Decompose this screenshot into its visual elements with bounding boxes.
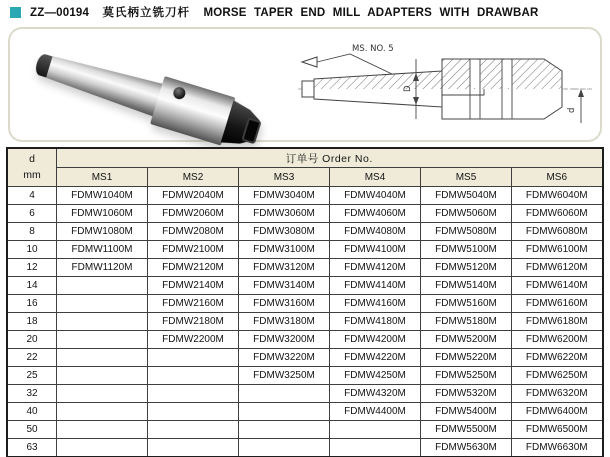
order-no-cell: FDMW5100M <box>421 241 512 259</box>
d-value-cell: 20 <box>7 331 57 349</box>
taper-number-label: MS. NO. 5 <box>352 44 394 54</box>
order-no-cell: FDMW5400M <box>421 403 512 421</box>
d-value-cell: 16 <box>7 295 57 313</box>
order-no-cell: FDMW5180M <box>421 313 512 331</box>
order-no-cell <box>57 277 148 295</box>
order-no-cell: FDMW4220M <box>330 349 421 367</box>
order-no-cell <box>57 295 148 313</box>
order-no-cell: FDMW3250M <box>239 367 330 385</box>
d-value-cell: 18 <box>7 313 57 331</box>
order-no-cell: FDMW6160M <box>512 295 603 313</box>
table-row <box>7 349 603 367</box>
order-no-cell: FDMW4060M <box>330 205 421 223</box>
order-no-cell: FDMW6100M <box>512 241 603 259</box>
order-no-cell <box>148 385 239 403</box>
order-no-cell: FDMW2120M <box>148 259 239 277</box>
order-no-cell <box>57 313 148 331</box>
order-no-cell: FDMW6320M <box>512 385 603 403</box>
product-code: ZZ—00194 <box>30 7 90 19</box>
order-no-cell: FDMW6120M <box>512 259 603 277</box>
teal-square-bullet-icon <box>10 7 21 18</box>
order-no-cell: FDMW6140M <box>512 277 603 295</box>
d-value-cell: 4 <box>7 187 57 205</box>
order-no-cell: FDMW5500M <box>421 421 512 439</box>
order-no-cell: FDMW2180M <box>148 313 239 331</box>
d-value-cell: 40 <box>7 403 57 421</box>
table-header-row-2 <box>7 168 603 187</box>
d-value-cell: 22 <box>7 349 57 367</box>
adapter-body <box>150 76 235 145</box>
order-no-cell <box>239 439 330 457</box>
table-row <box>7 259 603 277</box>
table-header-row-1 <box>7 148 603 168</box>
dimension-d-label: d <box>567 107 577 113</box>
order-no-cell: FDMW4080M <box>330 223 421 241</box>
column-header-ms5: MS5 <box>421 168 512 187</box>
order-no-cell: FDMW2080M <box>148 223 239 241</box>
order-no-cell: FDMW3040M <box>239 187 330 205</box>
table-row <box>7 421 603 439</box>
order-no-cell: FDMW2100M <box>148 241 239 259</box>
table-row <box>7 187 603 205</box>
order-no-cell <box>148 349 239 367</box>
table-row <box>7 277 603 295</box>
order-no-cell <box>57 331 148 349</box>
order-no-cell: FDMW2060M <box>148 205 239 223</box>
order-no-cell: FDMW6630M <box>512 439 603 457</box>
order-no-cell <box>57 349 148 367</box>
morse-taper-shank <box>44 51 163 117</box>
product-photo <box>30 37 300 137</box>
product-title-english: MORSE TAPER END MILL ADAPTERS WITH DRAWBAR <box>203 7 539 19</box>
order-no-cell: FDMW3220M <box>239 349 330 367</box>
product-title-chinese: 莫氏柄立铣刀杆 <box>102 7 191 19</box>
order-no-cell <box>148 403 239 421</box>
order-no-cell: FDMW5220M <box>421 349 512 367</box>
order-no-cell: FDMW5040M <box>421 187 512 205</box>
order-no-cell: FDMW6040M <box>512 187 603 205</box>
order-no-cell: FDMW4400M <box>330 403 421 421</box>
order-no-cell <box>148 421 239 439</box>
order-no-cell: FDMW6400M <box>512 403 603 421</box>
order-no-cell <box>148 367 239 385</box>
order-no-cell <box>57 421 148 439</box>
order-no-cell <box>330 439 421 457</box>
media-panel <box>8 27 602 142</box>
order-no-cell: FDMW5630M <box>421 439 512 457</box>
order-no-cell: FDMW1100M <box>57 241 148 259</box>
order-no-cell: FDMW4250M <box>330 367 421 385</box>
d-value-cell: 63 <box>7 439 57 457</box>
order-no-cell: FDMW3080M <box>239 223 330 241</box>
column-header-ms3: MS3 <box>239 168 330 187</box>
d-value-cell: 8 <box>7 223 57 241</box>
table-row <box>7 241 603 259</box>
column-header-ms4: MS4 <box>330 168 421 187</box>
dimension-D-label: D <box>403 85 413 92</box>
order-table-body <box>7 187 603 457</box>
order-no-cell: FDMW6500M <box>512 421 603 439</box>
order-no-cell: FDMW3200M <box>239 331 330 349</box>
order-no-cell: FDMW5250M <box>421 367 512 385</box>
technical-drawing <box>294 31 596 137</box>
order-no-cell <box>239 421 330 439</box>
order-no-cell: FDMW4040M <box>330 187 421 205</box>
order-no-cell: FDMW6180M <box>512 313 603 331</box>
order-no-cell: FDMW2200M <box>148 331 239 349</box>
table-row <box>7 403 603 421</box>
table-row <box>7 385 603 403</box>
order-no-cell: FDMW5080M <box>421 223 512 241</box>
order-no-cell: FDMW3120M <box>239 259 330 277</box>
table-row <box>7 295 603 313</box>
table-row <box>7 331 603 349</box>
order-no-cell: FDMW4200M <box>330 331 421 349</box>
order-no-cell: FDMW1060M <box>57 205 148 223</box>
page-header <box>10 4 538 20</box>
d-value-cell: 25 <box>7 367 57 385</box>
order-no-cell: FDMW5120M <box>421 259 512 277</box>
order-no-cell: FDMW3060M <box>239 205 330 223</box>
d-header-label: d <box>29 152 35 165</box>
d-value-cell: 14 <box>7 277 57 295</box>
order-no-cell: FDMW1080M <box>57 223 148 241</box>
order-no-cell: FDMW4180M <box>330 313 421 331</box>
column-header-ms1: MS1 <box>57 168 148 187</box>
d-value-cell: 32 <box>7 385 57 403</box>
order-no-cell: FDMW6080M <box>512 223 603 241</box>
order-no-cell: FDMW4100M <box>330 241 421 259</box>
order-no-cell: FDMW5160M <box>421 295 512 313</box>
table-row <box>7 223 603 241</box>
d-value-cell: 10 <box>7 241 57 259</box>
column-header-ms2: MS2 <box>148 168 239 187</box>
order-no-cell: FDMW4320M <box>330 385 421 403</box>
order-no-cell <box>148 439 239 457</box>
end-mill-adapter-image <box>29 36 267 157</box>
order-no-cell <box>330 421 421 439</box>
order-no-cell: FDMW2160M <box>148 295 239 313</box>
order-no-cell: FDMW5200M <box>421 331 512 349</box>
order-no-cell: FDMW6060M <box>512 205 603 223</box>
table-row <box>7 313 603 331</box>
order-no-cell: FDMW6220M <box>512 349 603 367</box>
order-number-table <box>6 147 604 457</box>
page-title <box>30 4 538 20</box>
order-no-cell <box>57 439 148 457</box>
d-value-cell: 50 <box>7 421 57 439</box>
order-no-cell: FDMW3160M <box>239 295 330 313</box>
order-no-cell: FDMW1120M <box>57 259 148 277</box>
order-no-cell: FDMW5320M <box>421 385 512 403</box>
order-no-cell: FDMW2140M <box>148 277 239 295</box>
order-no-cell: FDMW6250M <box>512 367 603 385</box>
d-value-cell: 12 <box>7 259 57 277</box>
order-no-cell: FDMW3180M <box>239 313 330 331</box>
table-row <box>7 205 603 223</box>
column-header-ms6: MS6 <box>512 168 603 187</box>
order-no-cell: FDMW2040M <box>148 187 239 205</box>
order-no-cell: FDMW5140M <box>421 277 512 295</box>
order-no-cell <box>57 385 148 403</box>
order-no-cell: FDMW6200M <box>512 331 603 349</box>
d-mm-header <box>7 148 57 187</box>
table-row <box>7 367 603 385</box>
d-value-cell: 6 <box>7 205 57 223</box>
order-no-cell: FDMW4120M <box>330 259 421 277</box>
order-no-cell <box>57 367 148 385</box>
order-no-cell: FDMW4160M <box>330 295 421 313</box>
table-row <box>7 439 603 457</box>
order-no-cell: FDMW1040M <box>57 187 148 205</box>
order-no-cell: FDMW4140M <box>330 277 421 295</box>
order-no-cell: FDMW5060M <box>421 205 512 223</box>
order-no-header: 订单号 Order No. <box>57 148 603 168</box>
order-no-cell <box>57 403 148 421</box>
order-no-cell <box>239 403 330 421</box>
order-no-cell: FDMW3140M <box>239 277 330 295</box>
order-no-cell: FDMW3100M <box>239 241 330 259</box>
mm-header-label: mm <box>23 168 41 181</box>
order-no-cell <box>239 385 330 403</box>
